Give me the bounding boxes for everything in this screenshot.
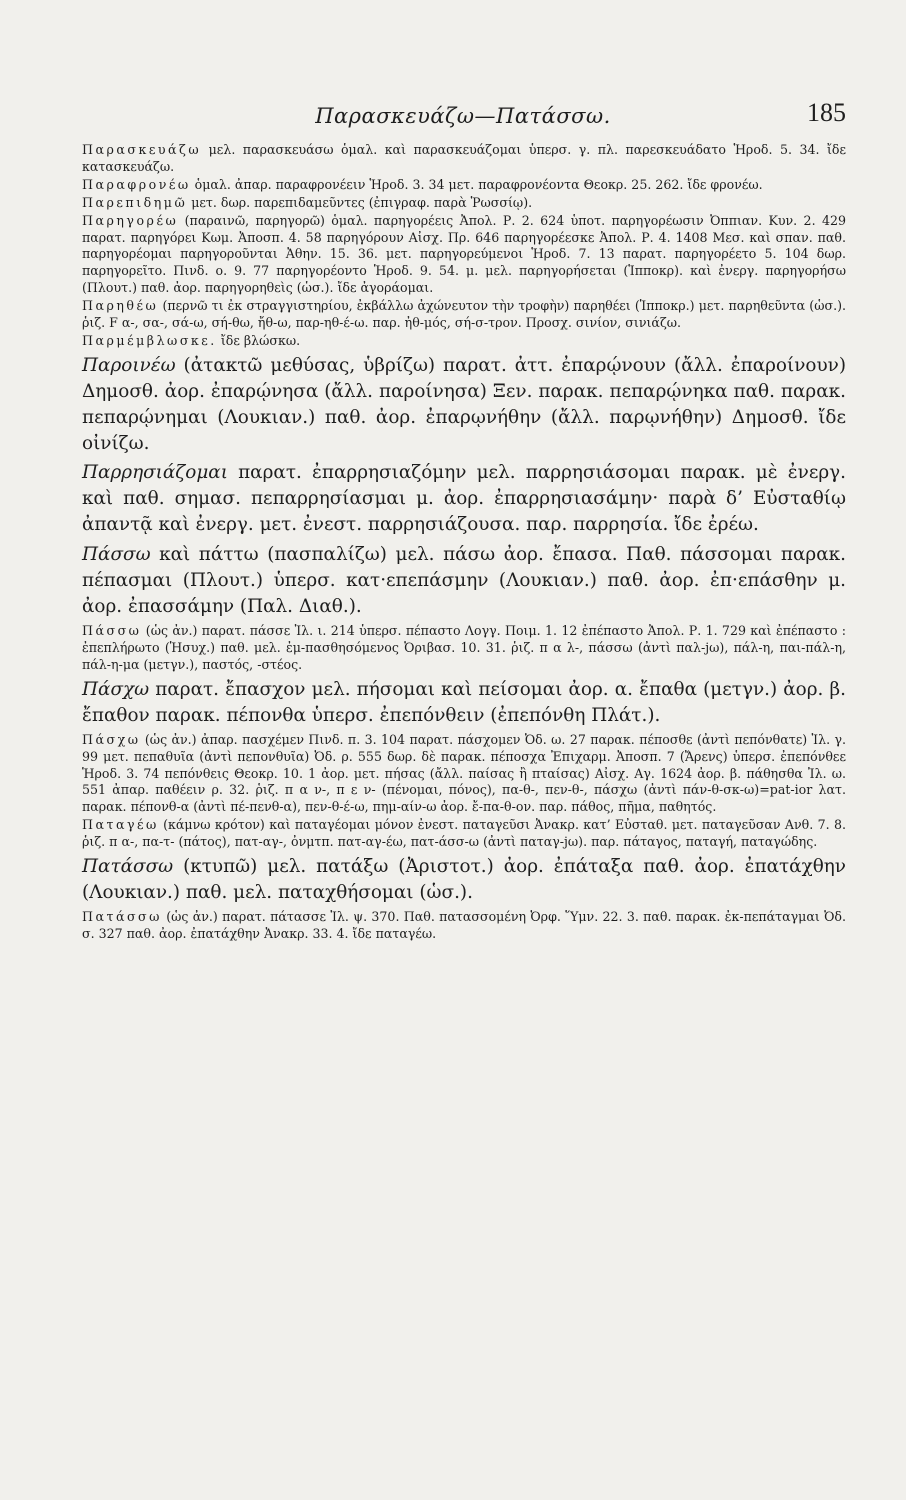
entry-definition: ὁμαλ. ἀπαρ. παραφρονέειν Ἡροδ. 3. 34 μετ. παραφρονέοντα Θεοκρ. 25. 262. ἴδε φρονέω. bbox=[190, 176, 763, 192]
entries-column bbox=[82, 142, 846, 944]
entry-definition: ἴδε βλώσκω. bbox=[216, 332, 301, 348]
dictionary-entry bbox=[82, 333, 846, 350]
entry-definition: (κάμνω κρότον) καὶ παταγέομαι μόνον ἐνεστ. παταγεῦσι Ἀνακρ. κατ’ Εὐσταθ. μετ. παταγεῦσαν Ανθ. 7. 8. ῥιζ. π α-, πα-τ- (πάτος), πατ-αγ-, ὀνμτπ. πατ-αγ-έω, πατ-άσσ-ω (ἀντὶ παταγ-jω). παρ. πάταγος, παταγή, παταγώδης. bbox=[82, 817, 846, 850]
entry-definition: παρατ. ἔπασχον μελ. πήσομαι καὶ πείσομαι ἀορ. α. ἔπαθα (μετγν.) ἀορ. β. ἔπαθον παρακ. πέπονθα ὑπερσ. ἐπεπόνθειν (ἐπεπόνθη Πλάτ.). bbox=[82, 678, 846, 726]
entry-definition: (παραινῶ, παρηγορῶ) ὁμαλ. παρηγορέεις Ἀπολ. Ρ. 2. 624 ὑποτ. παρηγορέωσιν Ὀππιαν. Κυν. 2. 429 παρατ. παρηγόρει Κωμ. Ἀποσπ. 4. 58 παρηγόρουν Αἰσχ. Πρ. 646 παρηγορέεσκε Ἀπολ. Ρ. 4. 1408 Μεσ. καὶ σπαν. παθ. παρηγορέομαι παρηγοροῦνται Ἀθην. 15. 36. μετ. παρηγορεύμενοι Ἡροδ. 7. 13 παρατ. παρηγορέετο 5. 104 δωρ. παρηγορεῖτο. Πινδ. ο. 9. 77 παρηγορέοντο Ἡροδ. 9. 54. μ. μελ. παρηγορήσεται (Ἱπποκρ). καὶ ἐνεργ. παρηγορήσω (Πλουτ.) παθ. ἀορ. παρηγορηθεὶς (ὡσ.). ἴδε ἀγοράομαι. bbox=[82, 212, 846, 296]
dictionary-entry bbox=[82, 177, 846, 194]
dictionary-entry bbox=[82, 460, 846, 538]
entry-lemma: Παρεπιδημῶ bbox=[82, 194, 188, 210]
dictionary-entry bbox=[82, 142, 846, 176]
page-header bbox=[80, 98, 846, 138]
dictionary-entry bbox=[82, 353, 846, 457]
entry-lemma: Παρμέμβλωσκε. bbox=[82, 332, 217, 348]
entry-definition: παρατ. ἐπαρρησιαζόμην μελ. παρρησιάσομαι παρακ. μὲ ἐνεργ. καὶ παθ. σημασ. πεπαρρησίασμαι μ. ἀορ. ἐπαρρησιασάμην· παρὰ δ’ Εὐσταθίῳ ἀπαντᾷ καὶ ἐνεργ. μετ. ἐνεστ. παρρησιάζουσα. παρ. παρρησία. ἴδε ἐρέω. bbox=[82, 462, 846, 536]
entry-lemma: Πάσσω bbox=[82, 622, 142, 638]
entry-definition: (περνῶ τι ἐκ στραγγιστηρίου, ἐκβάλλω ἀχώνευτον τὴν τροφὴν) παρηθέει (Ἱπποκρ.) μετ. παρηθεῦντα (ὡσ.). ῥιζ. F α-, σα-, σά-ω, σή-θω, ἤθ-ω, παρ-ηθ-έ-ω. παρ. ἠθ-μός, σή-σ-τρον. Προσχ. σινίον, σινιάζω. bbox=[82, 298, 846, 331]
entry-lemma: Παταγέω bbox=[82, 817, 159, 833]
dictionary-entry bbox=[82, 623, 846, 674]
entry-lemma: Πατάσσω bbox=[82, 909, 162, 925]
entry-lemma: Πάσχω bbox=[82, 731, 141, 747]
dictionary-entry bbox=[82, 817, 846, 851]
entry-lemma: Παροινέω bbox=[82, 354, 176, 376]
dictionary-entry bbox=[82, 195, 846, 212]
dictionary-entry bbox=[82, 213, 846, 298]
entry-definition: μελ. παρασκευάσω ὁμαλ. καὶ παρασκευάζομαι ὑπερσ. γ. πλ. παρεσκευάδατο Ἡροδ. 5. 34. ἴδε κατασκευάζω. bbox=[82, 142, 846, 174]
entry-lemma: Παρρησιάζομαι bbox=[82, 462, 228, 484]
entry-lemma: Πάσσω bbox=[82, 543, 151, 565]
dictionary-entry bbox=[82, 677, 846, 729]
entry-lemma: Παρηγορέω bbox=[82, 212, 179, 228]
dictionary-entry bbox=[82, 298, 846, 332]
entry-definition: μετ. δωρ. παρεπιδαμεῦντες (ἐπιγραφ. παρὰ Ῥωσσίῳ). bbox=[187, 194, 533, 210]
entry-lemma: Παρασκευάζω bbox=[82, 142, 202, 157]
entry-definition: (ὡς ἀν.) ἀπαρ. πασχέμεν Πινδ. π. 3. 104 παρατ. πάσχομεν Ὀδ. ω. 27 παρακ. πέποσθε (ἀντὶ πεπόνθατε) Ἰλ. γ. 99 μετ. πεπαθυῖα (ἀντὶ πεπονθυῖα) Ὀδ. ρ. 555 δωρ. δὲ παρακ. πέποσχα Ἐπιχαρμ. Ἀποσπ. 7 (Ἄρενς) ὑπερσ. ἐπεπόνθεε Ἡροδ. 3. 74 πεπόνθεις Θεοκρ. 10. 1 ἀορ. μετ. πήσας (ἄλλ. παίσας ἢ πταίσας) Αἰσχ. Αγ. 1624 ἀορ. β. πάθησθα Ἰλ. ω. 551 ἀπαρ. παθέειν ρ. 32. ῥιζ. π α ν-, π ε ν- (πένομαι, πόνος), πα-θ-, πεν-θ-, πάσχω (ἀντὶ πάν-θ-σκ-ω)=pat-ior λατ. παρακ. πέπονθ-α (ἀντὶ πέ-πενθ-α), πεν-θ-έ-ω, πημ-αίν-ω ἀορ. ἔ-πα-θ-ον. παρ. πάθος, πῆμα, παθητός. bbox=[82, 731, 846, 815]
entry-definition: (ὡς ἀν.) παρατ. πάτασσε Ἰλ. ψ. 370. Παθ. πατασσομένη Ὀρφ. Ὕμν. 22. 3. παθ. παρακ. ἐκ-πεπάταγμαι Ὀδ. σ. 327 παθ. ἀορ. ἐπατάχθην Ἀνακρ. 33. 4. ἴδε παταγέω. bbox=[82, 909, 846, 942]
entry-lemma: Παραφρονέω bbox=[82, 176, 191, 192]
entry-definition: (ἀτακτῶ μεθύσας, ὑβρίζω) παρατ. ἀττ. ἐπαρῴνουν (ἄλλ. ἐπαροίνουν) Δημοσθ. ἀορ. ἐπαρῴνησα (ἄλλ. παροίνησα) Ξεν. παρακ. πεπαρῴνηκα παθ. παρακ. πεπαρῴνημαι (Λουκιαν.) παθ. ἀορ. ἐπαρῳνήθην (ἄλλ. παρῳνήθην) Δημοσθ. ἴδε οἰνίζω. bbox=[82, 354, 846, 455]
dictionary-entry bbox=[82, 732, 846, 817]
dictionary-entry bbox=[82, 909, 846, 943]
entry-lemma: Πατάσσω bbox=[82, 856, 174, 878]
entry-lemma: Πάσχω bbox=[82, 678, 150, 700]
entry-definition: καὶ πάττω (πασπαλίζω) μελ. πάσω ἀορ. ἔπασα. Παθ. πάσσομαι παρακ. πέπασμαι (Πλουτ.) ὑπερσ. κατ·επεπάσμην (Λουκιαν.) παθ. ἀορ. ἐπ·επάσθην μ. ἀορ. ἐπασσάμην (Παλ. Διαθ.). bbox=[82, 543, 846, 617]
entry-definition: (ὡς ἀν.) παρατ. πάσσε Ἰλ. ι. 214 ὑπερσ. πέπαστο Λογγ. Ποιμ. 1. 12 ἐπέπαστο Ἀπολ. Ρ. 1. 729 καὶ ἐπέπαστο : ἐπεπλήρωτο (Ἡσυχ.) παθ. μελ. ἐμ-πασθησόμενος Ὀριβασ. 10. 31. ῥιζ. π α λ-, πάσσω (ἀντὶ παλ-jω), πάλ-η, παι-πάλ-η, πάλ-η-μα (μετγν.), παστός, -στέος. bbox=[82, 622, 846, 672]
page-number: 185 bbox=[807, 98, 846, 127]
dictionary-entry bbox=[82, 542, 846, 620]
entry-lemma: Παρηθέω bbox=[82, 298, 159, 314]
dictionary-entry bbox=[82, 854, 846, 906]
entry-definition: (κτυπῶ) μελ. πατάξω (Ἀριστοτ.) ἀορ. ἐπάταξα παθ. ἀορ. ἐπατάχθην (Λουκιαν.) παθ. μελ. παταχθήσομαι (ὡσ.). bbox=[82, 856, 846, 904]
running-head: Παρασκευάζω—Πατάσσω. bbox=[315, 104, 611, 128]
